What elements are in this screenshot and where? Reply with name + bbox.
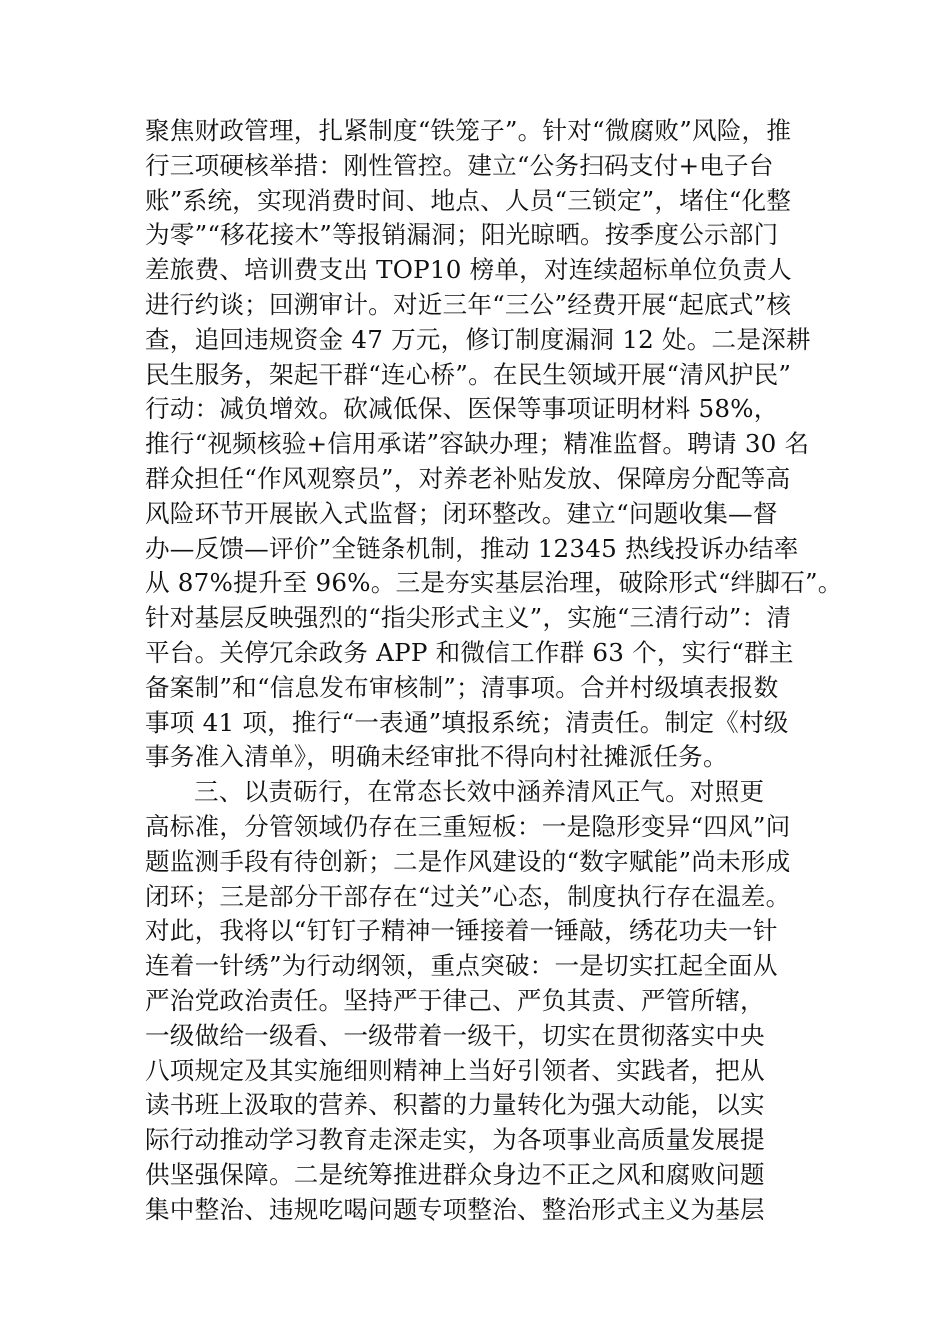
body-line-11: 群众担任“作风观察员”，对养老补贴发放、保障房分配等高	[145, 463, 791, 493]
body-line-17: 备案制”和“信息发布审核制”；清事项。合并村级填表报数	[145, 672, 779, 702]
body-line-5: 差旅费、培训费支出 TOP10 榜单，对连续超标单位负责人	[145, 255, 792, 285]
body-line-32: 集中整治、违规吃喝问题专项整治、整治形式主义为基层	[145, 1194, 765, 1224]
body-line-27: 一级做给一级看、一级带着一级干，切实在贯彻落实中央	[145, 1020, 765, 1050]
body-line-12: 风险环节开展嵌入式监督；闭环整改。建立“问题收集—督	[145, 498, 778, 528]
body-line-9: 行动：减负增效。砍减低保、医保等事项证明材料 58%，	[145, 394, 779, 424]
body-line-6: 进行约谈；回溯审计。对近三年“三公”经费开展“起底式”核	[145, 289, 792, 319]
body-line-10: 推行“视频核验+信用承诺”容缺办理；精准监督。聘请 30 名	[145, 429, 810, 459]
body-line-21: 高标准，分管领域仍存在三重短板：一是隐形变异“四风”问	[145, 811, 791, 841]
body-line-15: 针对基层反映强烈的“指尖形式主义”，实施“三清行动”：清	[145, 603, 792, 633]
body-line-8: 民生服务，架起干群“连心桥”。在民生领域开展“清风护民”	[145, 359, 792, 389]
body-line-1: 聚焦财政管理，扎紧制度“铁笼子”。针对“微腐败”风险，推	[145, 116, 792, 145]
body-line-31: 供坚强保障。二是统筹推进群众身边不正之风和腐败问题	[145, 1159, 765, 1189]
body-line-30: 际行动推动学习教育走深走实，为各项事业高质量发展提	[145, 1125, 765, 1155]
body-line-7: 查，追回违规资金 47 万元，修订制度漏洞 12 处。二是深耕	[145, 324, 811, 354]
document-body	[145, 114, 843, 1228]
body-line-29: 读书班上汲取的营养、积蓄的力量转化为强大动能，以实	[145, 1090, 765, 1120]
body-line-26: 严治党政治责任。坚持严于律己、严负其责、严管所辖，	[145, 985, 765, 1015]
body-line-4: 为零”“移花接木”等报销漏洞；阳光晾晒。按季度公示部门	[145, 220, 779, 250]
body-line-3: 账”系统，实现消费时间、地点、人员“三锁定”，堵住“化整	[145, 185, 792, 215]
body-line-22: 题监测手段有待创新；二是作风建设的“数字赋能”尚未形成	[145, 846, 791, 876]
body-line-2: 行三项硬核举措：刚性管控。建立“公务扫码支付+电子台	[145, 150, 774, 180]
body-line-25: 连着一针绣”为行动纲领，重点突破：一是切实扛起全面从	[145, 951, 778, 981]
body-line-18: 事项 41 项，推行“一表通”填报系统；清责任。制定《村级	[145, 707, 789, 737]
body-line-16: 平台。关停冗余政务 APP 和微信工作群 63 个，实行“群主	[145, 637, 794, 667]
body-line-14: 从 87%提升至 96%。三是夯实基层治理，破除形式“绊脚石”。	[145, 568, 843, 598]
body-line-13: 办—反馈—评价”全链条机制，推动 12345 热线投诉办结率	[145, 533, 799, 563]
body-line-28: 八项规定及其实施细则精神上当好引领者、实践者，把从	[145, 1055, 765, 1085]
body-line-24: 对此，我将以“钉钉子精神一锤接着一锤敲，绣花功夫一针	[145, 916, 778, 946]
body-line-23: 闭环；三是部分干部存在“过关”心态，制度执行存在温差。	[145, 881, 791, 911]
section-heading-line: 三、以责砺行，在常态长效中涵养清风正气。对照更	[194, 777, 765, 807]
body-line-19: 事务准入清单》，明确未经审批不得向村社摊派任务。	[145, 742, 728, 772]
